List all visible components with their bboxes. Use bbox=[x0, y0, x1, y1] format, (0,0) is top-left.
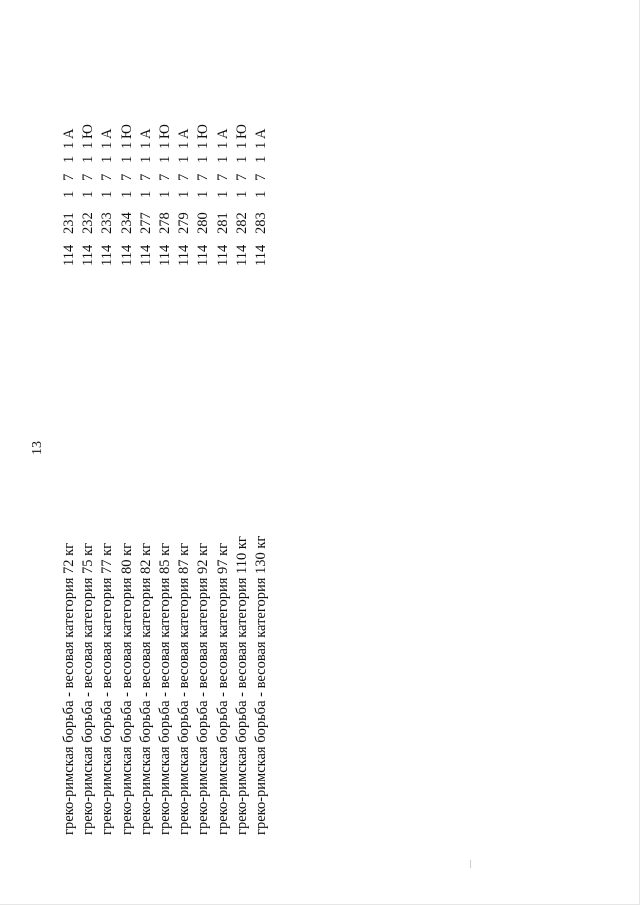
table-row bbox=[175, 0, 194, 905]
code-part-4: 1 bbox=[118, 155, 135, 163]
code-part-3: 7 bbox=[156, 173, 173, 181]
code-part-1: 279 bbox=[176, 212, 193, 234]
code-part-4: 1 bbox=[252, 155, 269, 163]
discipline-name: греко-римская борьба - весовая категория 75 кг bbox=[80, 542, 97, 835]
code-part-6: А bbox=[252, 128, 269, 139]
discipline-name: греко-римская борьба - весовая категория 97 кг bbox=[214, 542, 231, 835]
code-part-1: 277 bbox=[137, 212, 154, 234]
table-row bbox=[79, 0, 98, 905]
code-part-2: 1 bbox=[61, 190, 77, 198]
discipline-code bbox=[79, 124, 98, 266]
code-part-5: 1 bbox=[195, 141, 212, 149]
code-part-5: 1 bbox=[80, 141, 97, 149]
code-part-6: Ю bbox=[80, 124, 97, 139]
code-part-4: 1 bbox=[99, 155, 116, 163]
code-part-3: 7 bbox=[61, 173, 77, 181]
discipline-code bbox=[98, 129, 117, 266]
code-part-0: 114 bbox=[214, 244, 231, 266]
code-part-0: 114 bbox=[252, 244, 269, 266]
code-part-4: 1 bbox=[61, 155, 77, 163]
code-part-1: 234 bbox=[118, 212, 135, 234]
discipline-code bbox=[233, 124, 252, 266]
table-row bbox=[98, 0, 117, 905]
code-part-3: 7 bbox=[99, 173, 116, 181]
code-part-1: 232 bbox=[80, 212, 97, 234]
table-row bbox=[214, 0, 233, 905]
discipline-name: греко-римская борьба - весовая категория 82 кг bbox=[137, 542, 154, 835]
discipline-code bbox=[156, 124, 175, 266]
table-row bbox=[194, 0, 213, 905]
code-part-3: 7 bbox=[233, 173, 250, 181]
code-part-2: 1 bbox=[137, 190, 154, 198]
discipline-code bbox=[137, 129, 156, 266]
code-part-4: 1 bbox=[156, 155, 173, 163]
code-part-6: Ю bbox=[156, 124, 173, 139]
code-part-2: 1 bbox=[214, 190, 231, 198]
code-part-0: 114 bbox=[195, 244, 212, 266]
code-part-2: 1 bbox=[252, 190, 269, 198]
code-part-4: 1 bbox=[176, 155, 193, 163]
discipline-name: греко-римская борьба - весовая категория 77 кг bbox=[99, 542, 116, 835]
code-part-4: 1 bbox=[137, 155, 154, 163]
table-row bbox=[118, 0, 137, 905]
code-part-5: 1 bbox=[176, 141, 193, 149]
code-part-6: А bbox=[214, 128, 231, 139]
code-part-6: Ю bbox=[233, 124, 250, 139]
discipline-code bbox=[175, 129, 194, 266]
code-part-0: 114 bbox=[233, 244, 250, 266]
code-part-3: 7 bbox=[118, 173, 135, 181]
code-part-3: 7 bbox=[195, 173, 212, 181]
discipline-code bbox=[214, 129, 233, 266]
page-number: 13 bbox=[30, 441, 45, 455]
code-part-0: 114 bbox=[137, 244, 154, 266]
code-part-0: 114 bbox=[99, 244, 116, 266]
code-part-5: 1 bbox=[99, 141, 116, 149]
code-part-5: 1 bbox=[137, 141, 154, 149]
code-part-2: 1 bbox=[156, 190, 173, 198]
code-part-0: 114 bbox=[61, 244, 77, 266]
code-part-1: 231 bbox=[61, 212, 77, 234]
code-part-3: 7 bbox=[252, 173, 269, 181]
code-part-3: 7 bbox=[80, 173, 97, 181]
code-part-3: 7 bbox=[176, 173, 193, 181]
code-part-6: Ю bbox=[118, 124, 135, 139]
table-row bbox=[156, 0, 175, 905]
code-part-6: А bbox=[137, 128, 154, 139]
code-part-0: 114 bbox=[118, 244, 135, 266]
code-part-5: 1 bbox=[233, 141, 250, 149]
code-part-4: 1 bbox=[195, 155, 212, 163]
code-part-3: 7 bbox=[214, 173, 231, 181]
code-part-4: 1 bbox=[233, 155, 250, 163]
code-part-6: Ю bbox=[195, 124, 212, 139]
table-row bbox=[252, 0, 271, 905]
code-part-5: 1 bbox=[156, 141, 173, 149]
discipline-name: греко-римская борьба - весовая категория 80 кг bbox=[118, 542, 135, 835]
code-part-1: 281 bbox=[214, 212, 231, 234]
code-part-5: 1 bbox=[214, 141, 231, 149]
code-part-1: 282 bbox=[233, 212, 250, 234]
code-part-3: 7 bbox=[137, 173, 154, 181]
code-part-0: 114 bbox=[156, 244, 173, 266]
code-part-1: 283 bbox=[252, 212, 269, 234]
scan-mark bbox=[470, 860, 471, 868]
code-part-6: А bbox=[99, 128, 116, 139]
discipline-name: греко-римская борьба - весовая категория 92 кг bbox=[195, 542, 212, 835]
code-part-2: 1 bbox=[99, 190, 116, 198]
code-part-4: 1 bbox=[214, 155, 231, 163]
discipline-code bbox=[60, 129, 79, 266]
code-part-5: 1 bbox=[61, 141, 77, 149]
code-part-2: 1 bbox=[176, 190, 193, 198]
code-part-5: 1 bbox=[252, 141, 269, 149]
table-row bbox=[233, 0, 252, 905]
code-part-4: 1 bbox=[80, 155, 97, 163]
table-row bbox=[60, 0, 79, 905]
discipline-code bbox=[118, 124, 137, 266]
code-part-0: 114 bbox=[80, 244, 97, 266]
code-part-1: 280 bbox=[195, 212, 212, 234]
sport-codes-table bbox=[60, 0, 271, 905]
code-part-2: 1 bbox=[233, 190, 250, 198]
discipline-name: греко-римская борьба - весовая категория 85 кг bbox=[156, 542, 173, 835]
code-part-2: 1 bbox=[80, 190, 97, 198]
code-part-6: А bbox=[61, 128, 77, 139]
code-part-1: 278 bbox=[156, 212, 173, 234]
discipline-name: греко-римская борьба - весовая категория 72 кг bbox=[61, 542, 77, 835]
code-part-5: 1 bbox=[118, 141, 135, 149]
code-part-2: 1 bbox=[118, 190, 135, 198]
discipline-name: греко-римская борьба - весовая категория 87 кг bbox=[176, 542, 193, 835]
code-part-0: 114 bbox=[176, 244, 193, 266]
table-row bbox=[137, 0, 156, 905]
discipline-code bbox=[252, 129, 271, 266]
code-part-6: А bbox=[176, 128, 193, 139]
code-part-1: 233 bbox=[99, 212, 116, 234]
discipline-name: греко-римская борьба - весовая категория 130 кг bbox=[252, 535, 269, 835]
discipline-code bbox=[194, 124, 213, 266]
discipline-name: греко-римская борьба - весовая категория 110 кг bbox=[233, 536, 250, 835]
code-part-2: 1 bbox=[195, 190, 212, 198]
